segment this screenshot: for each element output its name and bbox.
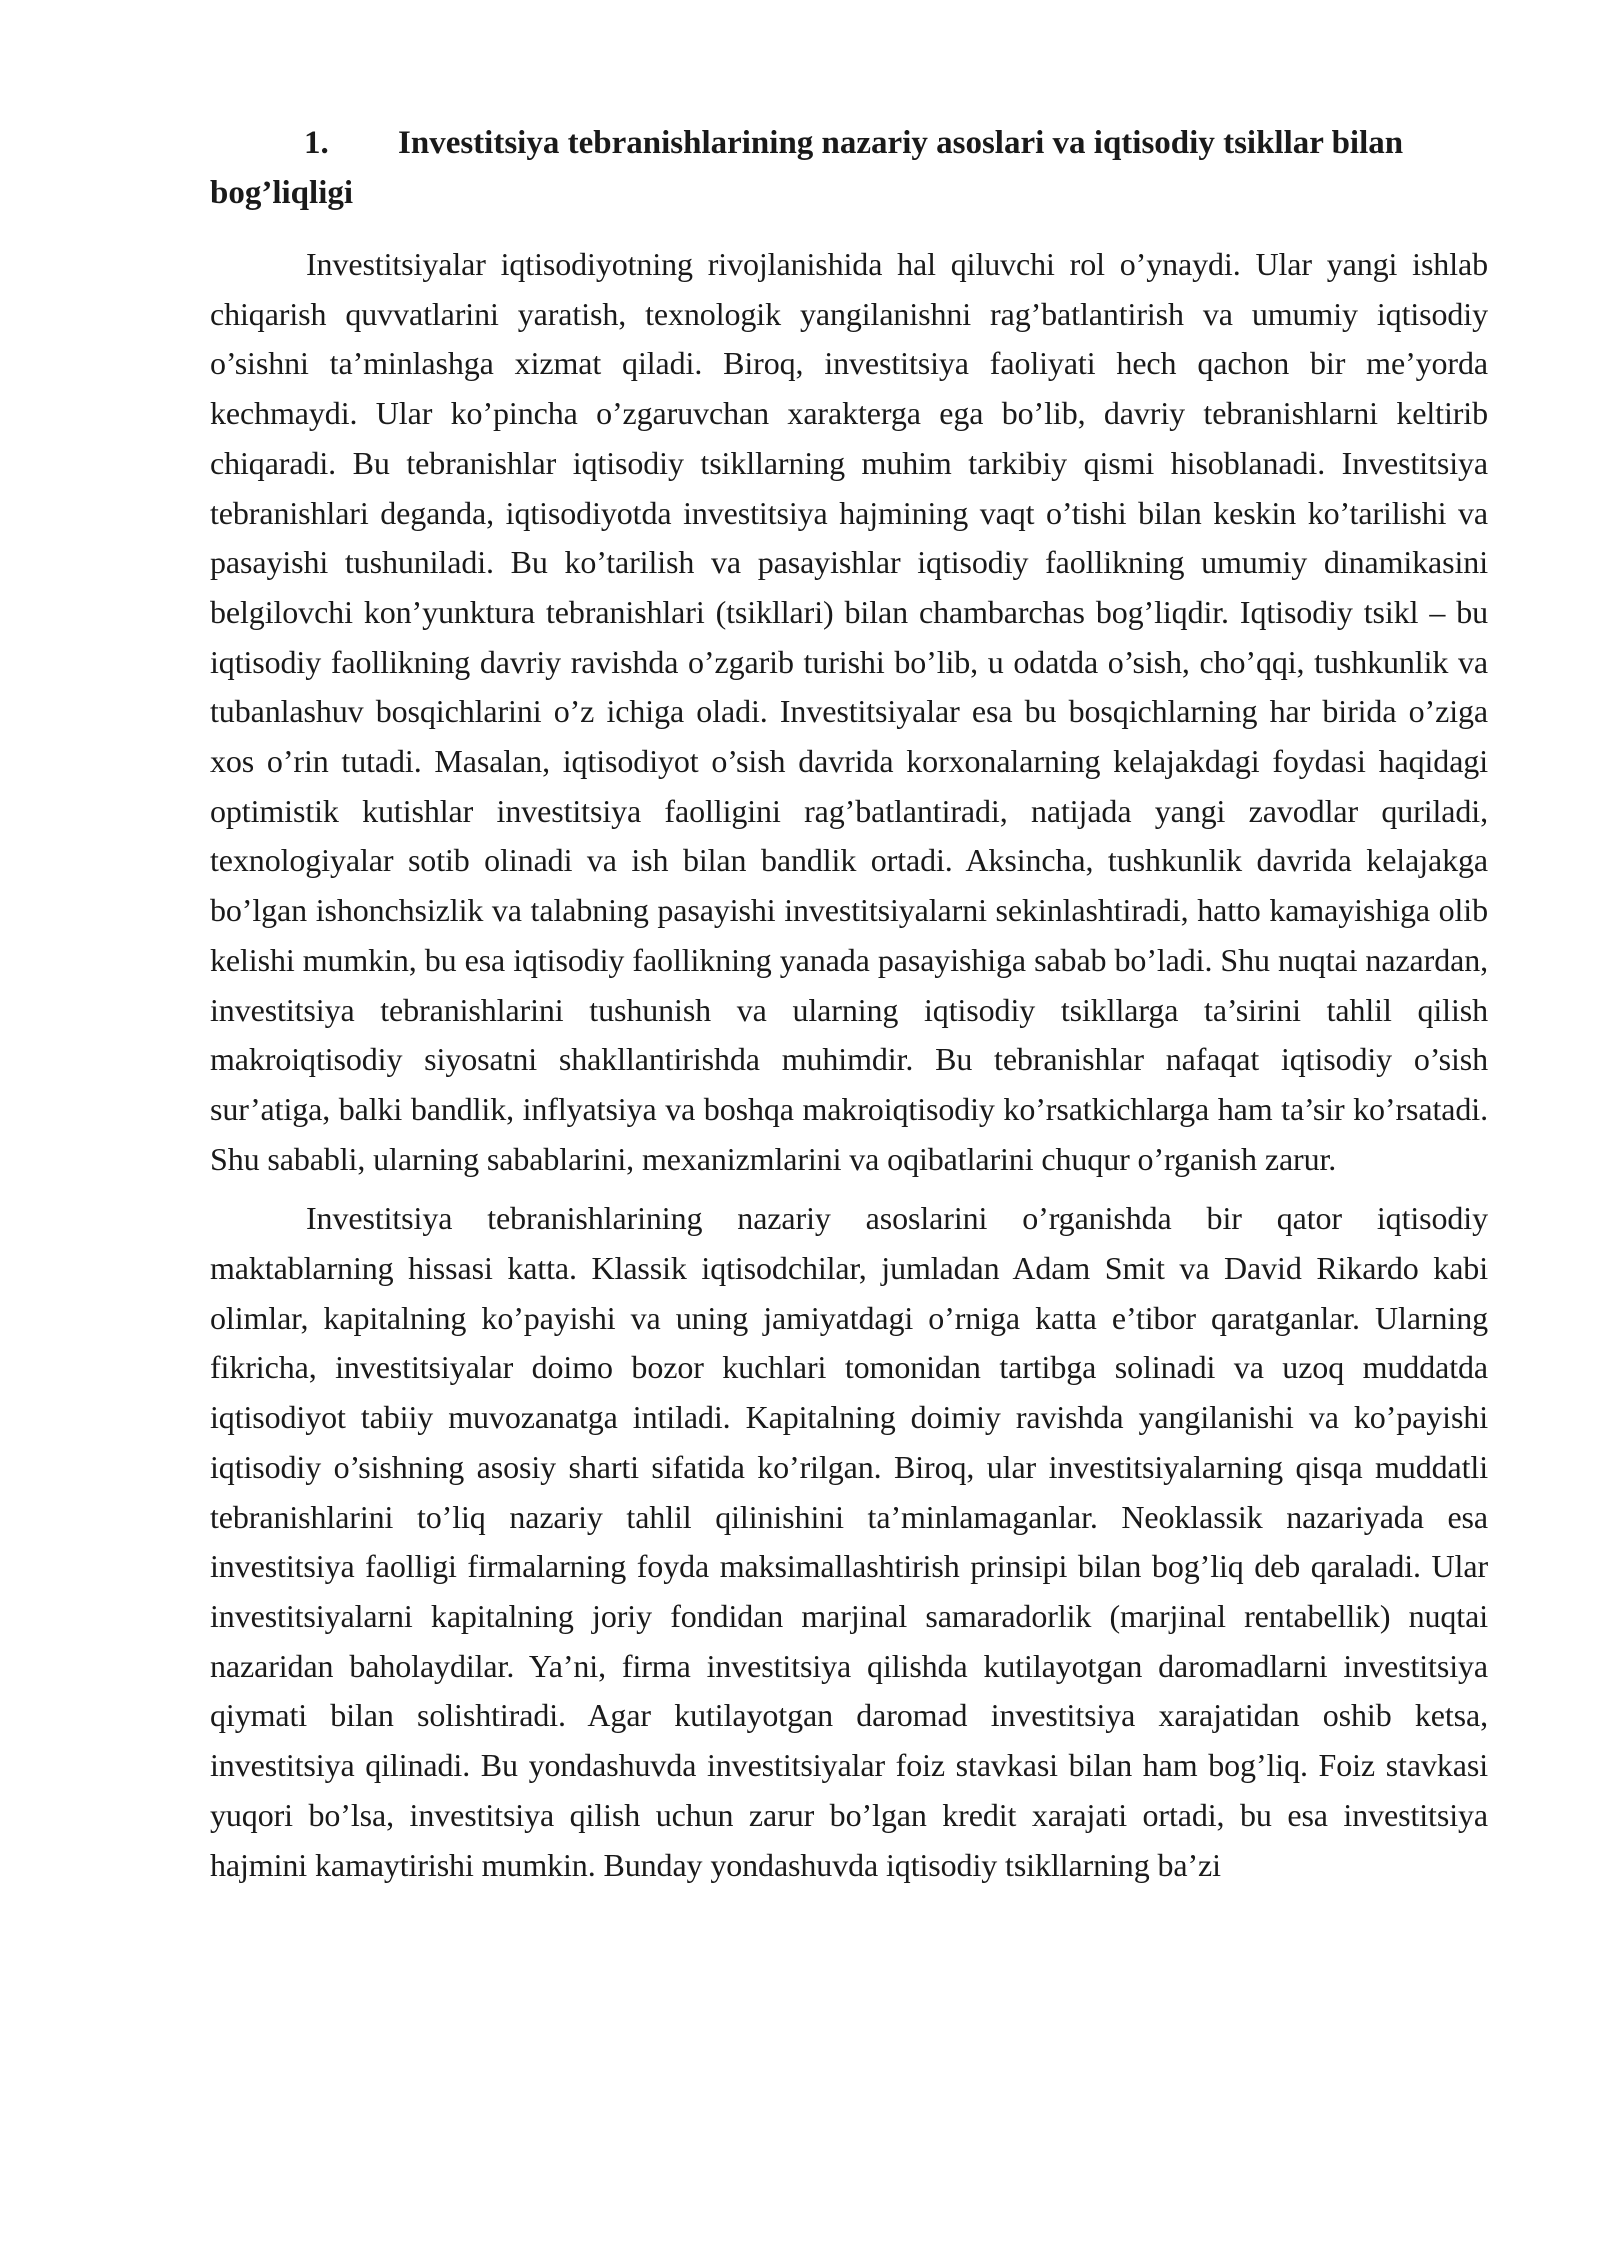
paragraph-1: Investitsiyalar iqtisodiyotning rivojlanishida hal qiluvchi rol o’ynaydi. Ular yangi ishlab chiqarish quvvatlarini yaratish, texnologik yangilanishni rag’batlantirish va umumiy iqtisodiy o’sishni ta’minlashga xizmat qiladi. Biroq, investitsiya faoliyati hech qachon bir me’yorda kechmaydi. Ular ko’pincha o’zgaruvchan xarakterga ega bo’lib, davriy tebranishlarni keltirib chiqaradi. Bu tebranishlar iqtisodiy tsikllarning muhim tarkibiy qismi hisoblanadi. Investitsiya tebranishlari deganda, iqtisodiyotda investitsiya hajmining vaqt o’tishi bilan keskin ko’tarilishi va pasayishi tushuniladi. Bu ko’tarilish va pasayishlar iqtisodiy faollikning umumiy dinamikasini belgilovchi kon’yunktura tebranishlari (tsikllari) bilan chambarchas bog’liqdir. Iqtisodiy tsikl – bu iqtisodiy faollikning davriy ravishda o’zgarib turishi bo’lib, u odatda o’sish, cho’qqi, tushkunlik va tubanlashuv bosqichlarini o’z ichiga oladi. Investitsiyalar esa bu bosqichlarning har birida o’ziga xos o’rin tutadi. Masalan, iqtisodiyot o’sish davrida korxonalarning kelajakdagi foydasi haqidagi optimistik kutishlar investitsiya faolligini rag’batlantiradi, natijada yangi zavodlar quriladi, texnologiyalar sotib olinadi va ish bilan bandlik ortadi. Aksincha, tushkunlik davrida kelajakga bo’lgan ishonchsizlik va talabning pasayishi investitsiyalarni sekinlashtiradi, hatto kamayishiga olib kelishi mumkin, bu esa iqtisodiy faollikning yanada pasayishiga sabab bo’ladi. Shu nuqtai nazardan, investitsiya tebranishlarini tushunish va ularning iqtisodiy tsikllarga ta’sirini tahlil qilish makroiqtisodiy siyosatni shakllantirishda muhimdir. Bu tebranishlar nafaqat iqtisodiy o’sish sur’atiga, balki bandlik, inflyatsiya va boshqa makroiqtisodiy ko’rsatkichlarga ham ta’sir ko’rsatadi. Shu sababli, ularning sabablarini, mexanizmlarini va oqibatlarini chuqur o’rganish zarur. <box>210 246 1488 1177</box>
section-heading <box>210 118 1488 218</box>
section-title: Investitsiya tebranishlarining nazariy asoslari va iqtisodiy tsikllar bilan bog’liqligi <box>210 125 1404 211</box>
section-number: 1. <box>304 125 329 161</box>
document-page <box>210 118 1488 1900</box>
paragraph-2: Investitsiya tebranishlarining nazariy asoslarini o’rganishda bir qator iqtisodiy maktablarning hissasi katta. Klassik iqtisodchilar, jumladan Adam Smit va David Rikardo kabi olimlar, kapitalning ko’payishi va uning jamiyatdagi o’rniga katta e’tibor qaratganlar. Ularning fikricha, investitsiyalar doimo bozor kuchlari tomonidan tartibga solinadi va uzoq muddatda iqtisodiyot tabiiy muvozanatga intiladi. Kapitalning doimiy ravishda yangilanishi va ko’payishi iqtisodiy o’sishning asosiy sharti sifatida ko’rilgan. Biroq, ular investitsiyalarning qisqa muddatli tebranishlarini to’liq nazariy tahlil qilinishini ta’minlamaganlar. Neoklassik nazariyada esa investitsiya faolligi firmalarning foyda maksimallashtirish prinsipi bilan bog’liq deb qaraladi. Ular investitsiyalarni kapitalning joriy fondidan marjinal samaradorlik (marjinal rentabellik) nuqtai nazaridan baholaydilar. Ya’ni, firma investitsiya qilishda kutilayotgan daromadlarni investitsiya qiymati bilan solishtiradi. Agar kutilayotgan daromad investitsiya xarajatidan oshib ketsa, investitsiya qilinadi. Bu yondashuvda investitsiyalar foiz stavkasi bilan ham bog’liq. Foiz stavkasi yuqori bo’lsa, investitsiya qilish uchun zarur bo’lgan kredit xarajati ortadi, bu esa investitsiya hajmini kamaytirishi mumkin. Bunday yondashuvda iqtisodiy tsikllarning ba’zi <box>210 1200 1488 1883</box>
